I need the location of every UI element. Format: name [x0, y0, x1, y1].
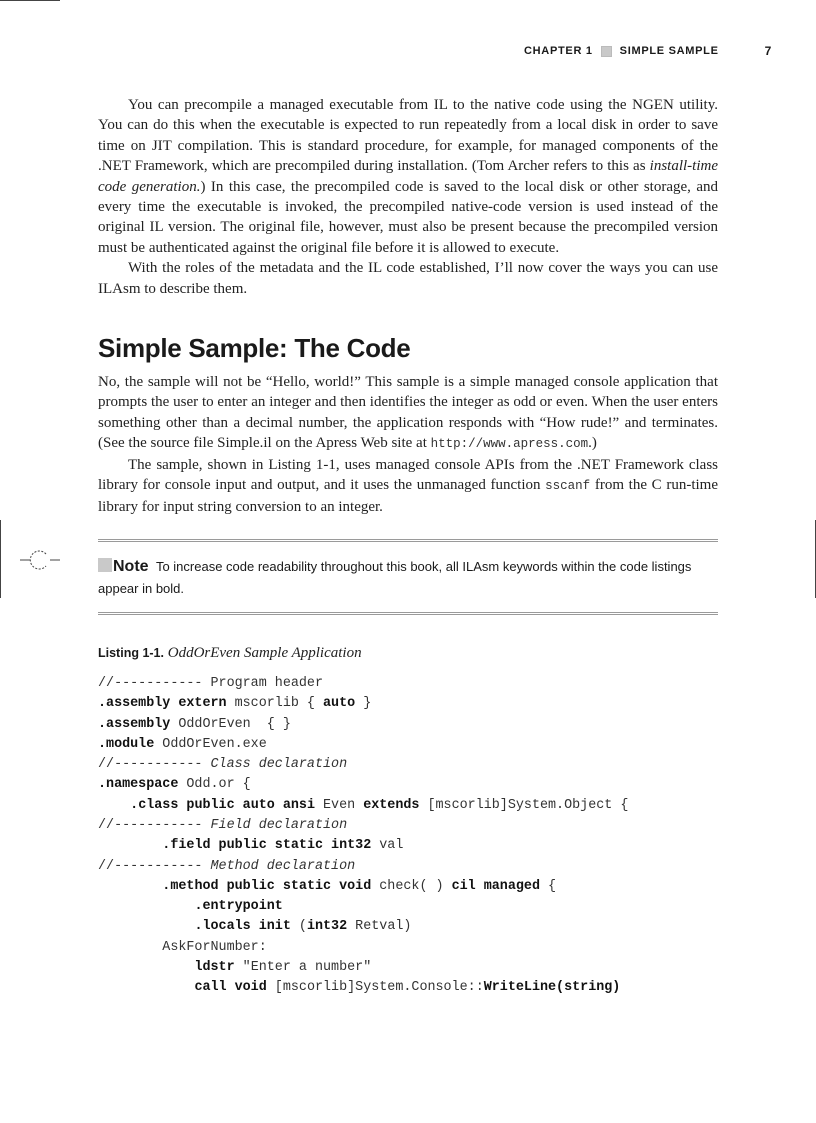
code-text: } [355, 696, 372, 712]
section-label: SIMPLE SAMPLE [619, 45, 719, 57]
code-line [98, 715, 718, 735]
code-keyword: .assembly [98, 716, 171, 732]
code-text: check( ) [371, 878, 452, 894]
code-text: val [371, 838, 404, 854]
code-text: OddOrEven.exe [154, 736, 267, 752]
code-line [98, 897, 718, 917]
code-text: Retval) [347, 919, 412, 935]
crop-mark-top [0, 0, 60, 1]
code-text: ( [290, 919, 307, 935]
code-comment: Method declaration [210, 858, 356, 874]
code-line [98, 755, 718, 775]
code-text: Odd.or { [178, 777, 251, 793]
code-keyword: int32 [306, 919, 348, 935]
code-keyword: .class public auto ansi [130, 797, 315, 813]
code-comment: Field declaration [210, 817, 348, 833]
listing-title: OddOrEven Sample Application [167, 644, 362, 661]
code-text [98, 980, 194, 995]
emphasis-install-time: install-time code generation. [98, 158, 718, 195]
code-line [98, 938, 718, 958]
code-line [98, 775, 718, 795]
listing-label: Listing 1-1. [98, 645, 164, 660]
crop-mark-left [0, 520, 1, 598]
section-heading: Simple Sample: The Code [98, 333, 411, 364]
code-text [98, 798, 130, 813]
code-text: "Enter a number" [234, 960, 372, 976]
code-text: //----------- [98, 817, 211, 833]
note-text: To increase code readability throughout this book, all ILAsm keywords within the code listings appear in bold. [98, 558, 692, 596]
code-line [98, 796, 718, 816]
code-line [98, 857, 718, 877]
code-keyword: auto [323, 696, 356, 712]
code-listing [98, 674, 718, 999]
page-content [98, 95, 718, 999]
code-line [98, 694, 718, 714]
code-text [98, 960, 194, 975]
code-keyword: ldstr [194, 960, 235, 976]
note-icon [98, 558, 112, 572]
code-line [98, 877, 718, 897]
code-keyword: .locals init [194, 919, 291, 935]
code-line [98, 958, 718, 978]
code-keyword: call void [194, 980, 267, 996]
running-header [524, 44, 772, 58]
code-keyword: .module [98, 736, 155, 752]
code-text: { [540, 878, 557, 894]
code-comment: Class declaration [210, 757, 348, 773]
code-text [98, 879, 162, 894]
code-keyword: .method public static void [162, 878, 372, 894]
paragraph-listing-intro: The sample, shown in Listing 1-1, uses managed console APIs from the .NET Framework class library for console input and output, and it uses the unmanaged function sscanf from the C run-time library for input string conversion to an integer. [98, 456, 718, 515]
paragraph-roles: With the roles of the metadata and the IL code established, I’ll now cover the ways you can use ILAsm to describe them. [98, 260, 718, 297]
code-keyword: .assembly extern [98, 696, 227, 712]
code-keyword: .entrypoint [194, 899, 283, 915]
code-text: //----------- [98, 858, 211, 874]
code-text: //----------- [98, 757, 211, 773]
note-box [98, 539, 718, 615]
code-text: mscorlib { [226, 696, 324, 712]
page-number: 7 [764, 44, 772, 58]
code-keyword: .field public static int32 [162, 838, 372, 854]
code-text [98, 838, 162, 853]
code-keyword: extends [363, 797, 420, 813]
code-text: [mscorlib]System.Object { [419, 797, 629, 813]
code-line [98, 917, 718, 937]
code-text: //----------- Program header [98, 675, 323, 691]
code-keyword: cil managed [451, 878, 540, 894]
registration-mark-icon [20, 548, 60, 572]
code-text [98, 899, 194, 914]
chapter-label: CHAPTER 1 [524, 45, 593, 57]
square-bullet-icon [601, 46, 612, 57]
code-text: OddOrEven { } [170, 716, 291, 732]
apress-url-link[interactable]: http://www.apress.com [430, 437, 589, 452]
code-text: Even [314, 797, 364, 813]
code-text [98, 919, 194, 934]
paragraph-ngen: You can precompile a managed executable from IL to the native code using the NGEN utility. You can do this when the executable is expected to run repeatedly from a local disk in order to save time on JIT compilation. This is standard procedure, for example, for managed components of the .NET Framework, which are precompiled during installation. (Tom Archer refers to this as install-time code generation.) In this case, the precompiled code is saved to the local disk or other storage, and every time the executable is invoked, the precompiled native-code version is used instead of the original IL version. The original file, however, must also be present because the precompiled version must be authenticated against the original file before it is allowed to execute. [98, 97, 718, 256]
code-keyword: .namespace [98, 777, 179, 793]
listing-caption [98, 645, 718, 662]
code-text: AskForNumber: [98, 939, 267, 955]
inline-code-sscanf: sscanf [545, 479, 591, 494]
code-line [98, 674, 718, 694]
code-keyword: WriteLine(string) [483, 980, 621, 996]
paragraph-sample-intro: No, the sample will not be “Hello, world!” This sample is a simple managed console application that prompts the user to enter an integer and then identifies the integer as odd or even. When the user enters something other than a decimal number, the application responds with “How rude!” and terminates. (See the source file Simple.il on the Apress Web site at http://www.apress.com.) [98, 374, 718, 452]
note-label: Note [113, 557, 149, 575]
code-line [98, 816, 718, 836]
code-line [98, 836, 718, 856]
code-line [98, 978, 718, 998]
code-line [98, 735, 718, 755]
code-text: [mscorlib]System.Console:: [266, 980, 484, 996]
